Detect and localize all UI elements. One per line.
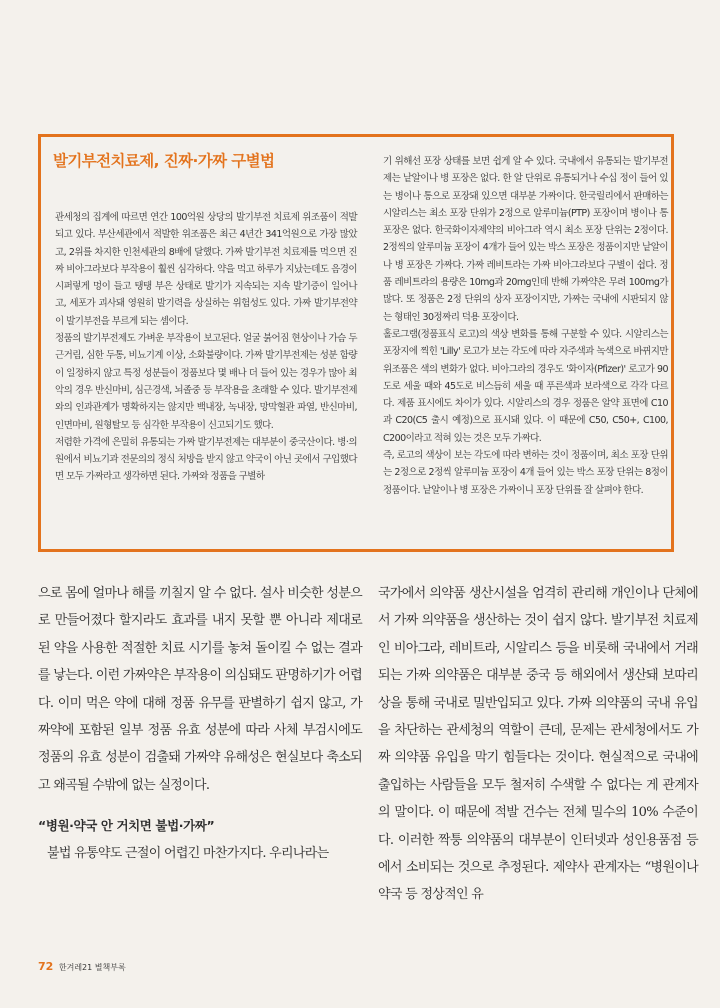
article-paragraph: 불법 유통약도 근절이 어렵긴 마찬가지다. 우리나라는: [47, 845, 329, 861]
article-left-column: [38, 580, 362, 867]
article-paragraph: 국가에서 의약품 생산시설을 엄격히 관리해 개인이나 단체에서 가짜 의약품을 생산하는 것이 쉽지 않다. 발기부전 치료제인 비아그라, 레비트라, 시알리스 등을 비롯해 국내에서 거래되는 가짜 의약품은 대부분 중국 등 해외에서 생산돼 보따리상을 통해 국내로 밀반입되고 있다. 가짜 의약품의 국내 유입을 차단하는 관세청의 역할이 큰데, 문제는 관세청에서도 가짜 의약품 유입을 막기 힘들다는 것이다. 현실적으로 국내에 출입하는 사람들을 모두 철저히 수색할 수 없다는 게 관계자의 말이다. 이 때문에 적발 건수는 전체 밀수의 10% 수준이다. 이러한 짝퉁 의약품의 대부분이 인터넷과 성인용품점 등에서 소비되는 것으로 추정된다. 제약사 관계자는 “병원이나 약국 등 정상적인 유: [378, 586, 698, 903]
sidebar-right-column: [383, 153, 668, 499]
article-subheading: “병원·약국 안 거치면 불법·가짜”: [38, 818, 215, 834]
article-paragraph: 으로 몸에 얼마나 해를 끼칠지 알 수 없다. 설사 비슷한 성분으로 만들어졌다 할지라도 효과를 내지 못할 뿐 아니라 제대로 된 약을 사용한 적절한 치료 시기를 놓쳐 돌이킬 수 없는 결과를 낳는다. 이런 가짜약은 부작용이 의심돼도 판명하기가 어렵다. 이미 먹은 약에 대해 정품 유무를 판별하기 쉽지 않고, 가짜약에 포함된 일부 정품 유효 성분에 따라 사체 부검시에도 정품의 유효 성분이 검출돼 가짜약 유해성은 현실보다 축소되고 왜곡될 수밖에 없는 실정이다.: [38, 586, 362, 793]
page-footer: [38, 960, 126, 973]
sidebar-paragraph: 저렴한 가격에 은밀히 유통되는 가짜 발기부전제는 대부분이 중국산이다. 병·의원에서 비뇨기과 전문의의 정식 처방을 받지 않고 약국이 아닌 곳에서 구입했다면 모두 가짜라고 생각하면 된다. 가짜와 정품을 구별하: [55, 436, 357, 483]
sidebar-title: 발기부전치료제, 진짜·가짜 구별법: [53, 152, 275, 170]
sidebar-paragraph: 관세청의 집계에 따르면 연간 100억원 상당의 발기부전 치료제 위조품이 적발되고 있다. 부산세관에서 적발한 위조품은 최근 4년간 341억원으로 가장 많았고, 2위를 차지한 인천세관의 8배에 달했다. 가짜 발기부전 치료제를 먹으면 진짜 비아그라보다 부작용이 훨씬 심각하다. 약을 먹고 하루가 지났는데도 음경이 시퍼렇게 멍이 들고 탱탱 부은 상태로 발기가 지속되는 지속 발기증이 일어나고, 세포가 괴사돼 영원히 발기력을 상실하는 위험성도 있다. 가짜 발기부전약이 발기부전을 부르게 되는 셈이다.: [55, 212, 357, 327]
sidebar-paragraph: 홀로그램(정품표식 로고)의 색상 변화를 통해 구분할 수 있다. 시알리스는 포장지에 찍힌 'Lilly' 로고가 보는 각도에 따라 자주색과 녹색으로 바뀌지만 위조품은 색의 변화가 없다. 비아그라의 경우도 '화이자(Pfizer)' 로고가 90도로 세울 때와 45도로 비스듬히 세울 때 푸른색과 보라색으로 각각 다르다. 제품 표시에도 차이가 있다. 시알리스의 경우 정품은 알약 표면에 C10과 C20(C5 출시 예정)으로 표시돼 있다. 이 때문에 C50, C50+, C100, C200이라고 적혀 있는 것은 모두 가짜다.: [383, 328, 668, 444]
publication-name: 한겨레21 별책부록: [58, 963, 126, 972]
page-number: 72: [38, 960, 54, 973]
sidebar-left-column: [55, 209, 357, 486]
sidebar-paragraph: 즉, 로고의 색상이 보는 각도에 따라 변하는 것이 정품이며, 최소 포장 단위는 2정으로 2정씩 알루미늄 포장이 4개 들어 있는 박스 포장 단위는 8정이 정품이다. 낱알이나 병 포장은 가짜이니 포장 단위를 잘 살펴야 한다.: [383, 450, 668, 496]
sidebar-box: [38, 134, 674, 552]
sidebar-paragraph: 기 위해선 포장 상태를 보면 쉽게 알 수 있다. 국내에서 유통되는 발기부전제는 낱알이나 병 포장은 없다. 한 알 단위로 유통되거나 수십 정이 들어 있는 병이나 통으로 포장돼 있으면 대부분 가짜이다. 한국릴리에서 판매하는 시알리스는 최소 포장 단위가 2정으로 알루미늄(PTP) 포장이며 병이나 통 포장은 없다. 한국화이자제약의 비아그라 역시 최소 포장 단위는 2정이다. 2정씩의 알루미늄 포장이 4개가 들어 있는 박스 포장은 정품이지만 낱알이나 병 포장은 가짜다. 가짜 레비트라는 가짜 비아그라보다 구별이 쉽다. 정품 레비트라의 용량은 10mg과 20mg인데 반해 가짜약은 무려 100mg가 많다. 또 정품은 2정 단위의 상자 포장이지만, 가짜는 국내에 시판되지 않는 형태인 30정짜리 덕용 포장이다.: [383, 156, 668, 323]
article-right-column: [378, 580, 698, 909]
sidebar-paragraph: 정품의 발기부전제도 가벼운 부작용이 보고된다. 얼굴 붉어짐 현상이나 가슴 두근거림, 심한 두통, 비뇨기계 이상, 소화불량이다. 가짜 발기부전제는 성분 함량이 일정하지 않고 특정 성분들이 정품보다 몇 배나 더 들어 있는 경우가 많아 최악의 경우 반신마비, 심근경색, 뇌졸중 등 부작용을 초래할 수 있다. 발기부전제와의 인과관계가 명확하지는 않지만 백내장, 녹내장, 망막혈관 파열, 반신마비, 인면마비, 원형탈모 등 심각한 부작용이 신고되기도 했다.: [55, 333, 357, 431]
